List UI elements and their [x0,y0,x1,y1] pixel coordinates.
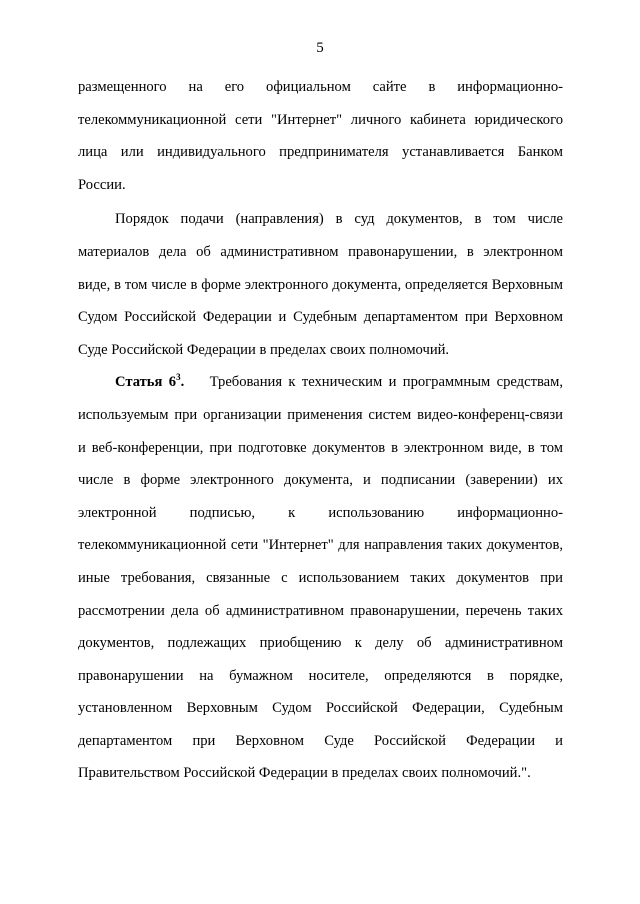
paragraph-continuation: размещенного на его официальном сайте в информационно-телекоммуникационной сети "Интернет" личного кабинета юридического лица или индивидуального предпринимателя устанавливается Банком России. [78,79,563,193]
page-number: 5 [316,40,324,56]
paragraph-procedure: Порядок подачи (направления) в суд документов, в том числе материалов дела об административном правонарушении, в электронном виде, в том числе в форме электронного документа, определяется Верховным Судом Российской Федерации и Судебным департаментом при Верховном Суде Российской Федерации в пределах своих полномочий. [78,211,563,358]
article-number-superscript: 3 [176,372,181,383]
article-heading [115,374,184,390]
article-heading-dot: . [180,374,185,391]
article-label: Статья 6 [115,374,177,391]
document-body [78,71,563,790]
article-paragraph [78,366,563,790]
article-text: Требования к техническим и программным средствам, используемым при организации применения систем видео-конференц-связи и веб-конференции, при подготовке документов в электронном виде, в том числе в форме электронного документа, и подписании (заверении) их электронной подписью, к использованию информационно-телекоммуникационной сети "Интернет" для направления таких документов, иные требования, связанные с использованием таких документов при рассмотрении дела об административном правонарушении, перечень таких документов, подлежащих приобщению к делу об административном правонарушении на бумажном носителе, определяются в порядке, установленном Верховным Судом Российской Федерации, Судебным департаментом при Верховном Суде Российской Федерации и Правительством Российской Федерации в пределах своих полномочий.". [78,374,564,782]
